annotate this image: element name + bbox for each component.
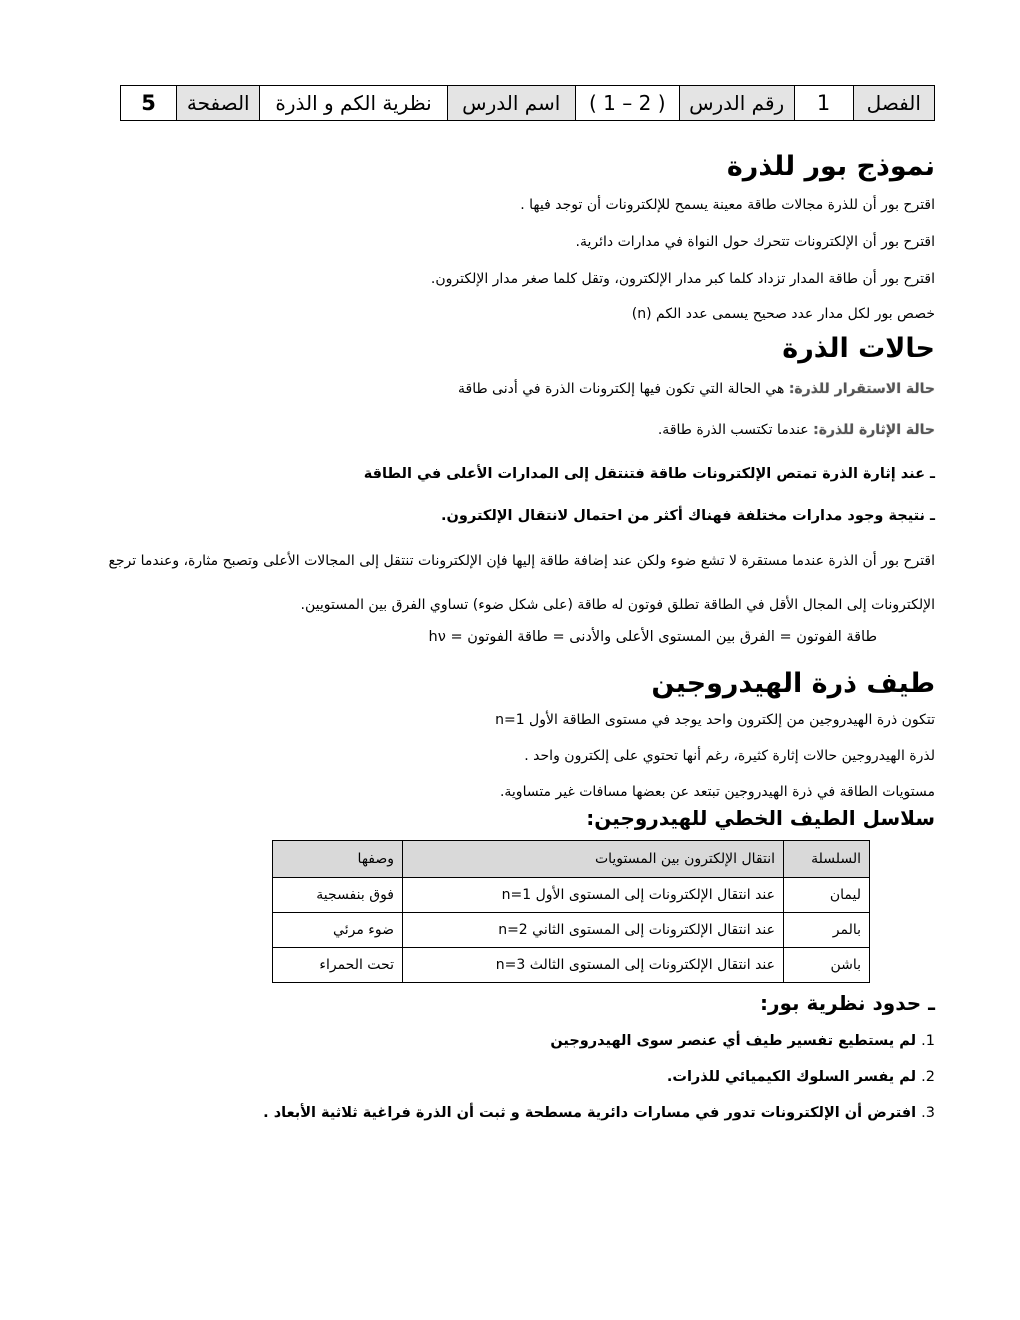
- series-name: ليمان: [784, 878, 870, 913]
- series-transition: عند انتقال الإلكترونات إلى المستوى الثالث n=3: [403, 948, 784, 983]
- atom-states-title: حالات الذرة: [782, 333, 935, 364]
- excitation-bullet-2: ـ نتيجة وجود مدارات مختلفة فهناك أكثر من احتمال لانتقال الإلكترون.: [441, 508, 935, 524]
- lesson-number-value: ( 2 – 1 ): [575, 86, 679, 121]
- bohr-line-2: اقترح بور أن الإلكترونات تتحرك حول النواة في مدارات دائرية.: [575, 234, 935, 250]
- series-description: ضوء مرئي: [273, 913, 403, 948]
- chapter-label: الفصل: [853, 86, 934, 121]
- ground-state-line: [90, 380, 935, 399]
- table-header-series: السلسلة: [784, 841, 870, 878]
- list-item: 2. لم يفسر السلوك الكيميائي للذرات.: [666, 1069, 935, 1085]
- emission-paragraph: اقترح بور أن الذرة عندما مستقرة لا تشع ضوء ولكن عند إضافة طاقة إليها فإن الإلكترونات تنتقل إلى المجالات الأعلى وتصبح مثارة، وعندما ترجع الإلكترونات إلى المجال الأقل في الطاقة تطلق فوتون له طاقة (على شكل ضوء) تساوي الفرق بين المستويين.: [108, 553, 935, 613]
- photon-energy-formula: طاقة الفوتون = الفرق بين المستوى الأعلى والأدنى = طاقة الفوتون = hν: [428, 629, 877, 645]
- series-description: فوق بنفسجية: [273, 878, 403, 913]
- series-name: بالمر: [784, 913, 870, 948]
- table-header-description: وصفها: [273, 841, 403, 878]
- chapter-value: 1: [794, 86, 853, 121]
- ground-state-label: حالة الاستقرار للذرة:: [788, 381, 935, 397]
- hydrogen-line-1: تتكون ذرة الهيدروجين من إلكترون واحد يوجد في مستوى الطاقة الأول n=1: [495, 712, 935, 728]
- table-row: [273, 913, 870, 948]
- hydrogen-line-3: مستويات الطاقة في ذرة الهيدروجين تبتعد عن بعضها مسافات غير متساوية.: [499, 784, 935, 800]
- page-label: الصفحة: [177, 86, 260, 121]
- series-transition: عند انتقال الإلكترونات إلى المستوى الأول n=1: [403, 878, 784, 913]
- excited-state-text: عندما تكتسب الذرة طاقة.: [657, 422, 814, 438]
- bohr-model-title: نموذج بور للذرة: [726, 151, 935, 182]
- list-item: 1. لم يستطيع تفسير طيف أي عنصر سوى الهيدروجين: [550, 1033, 935, 1049]
- list-item: 3. افترض أن الإلكترونات تدور في مسارات دائرية مسطحة و ثبت أن الذرة فراغية ثلاثية الأبعاد .: [263, 1105, 935, 1121]
- bohr-limits-title: ـ حدود نظرية بور:: [759, 991, 935, 1015]
- bohr-line-3: اقترح بور أن طاقة المدار تزداد كلما كبر مدار الإلكترون، وتقل كلما صغر مدار الإلكترون.: [430, 271, 935, 287]
- table-row: [273, 878, 870, 913]
- hydrogen-line-2: لذرة الهيدروجين حالات إثارة كثيرة، رغم أنها تحتوي على إلكترون واحد .: [524, 748, 935, 764]
- spectral-series-table: [272, 840, 870, 983]
- ground-state-text: هي الحالة التي تكون فيها إلكترونات الذرة في أدنى طاقة: [458, 381, 789, 397]
- lesson-number-label: رقم الدرس: [679, 86, 794, 121]
- excited-state-label: حالة الإثارة للذرة:: [813, 422, 935, 438]
- lesson-header-table: [120, 85, 935, 121]
- hydrogen-spectrum-title: طيف ذرة الهيدروجين: [651, 668, 935, 699]
- series-name: باشن: [784, 948, 870, 983]
- table-header-transition: انتقال الإلكترون بين المستويات: [403, 841, 784, 878]
- excitation-bullet-1: ـ عند إثارة الذرة تمتص الإلكترونات طاقة فتنتقل إلى المدارات الأعلى في الطاقة: [363, 466, 935, 482]
- table-header-row: [273, 841, 870, 878]
- series-transition: عند انتقال الإلكترونات إلى المستوى الثاني n=2: [403, 913, 784, 948]
- bohr-line-4: خصص بور لكل مدار عدد صحيح يسمى عدد الكم (n): [631, 306, 935, 322]
- table-row: [273, 948, 870, 983]
- excited-state-line: [90, 421, 935, 440]
- spectral-series-heading: سلاسل الطيف الخطي للهيدروجين:: [586, 806, 935, 830]
- bohr-limits-list: [90, 1031, 935, 1123]
- page-content: [90, 148, 935, 1123]
- lesson-name-label: اسم الدرس: [447, 86, 575, 121]
- bohr-line-1: اقترح بور أن للذرة مجالات طاقة معينة يسمح للإلكترونات أن توجد فيها .: [520, 197, 935, 213]
- lesson-name-value: نظرية الكم و الذرة: [260, 86, 447, 121]
- series-description: تحت الحمراء: [273, 948, 403, 983]
- page-number: 5: [121, 86, 177, 121]
